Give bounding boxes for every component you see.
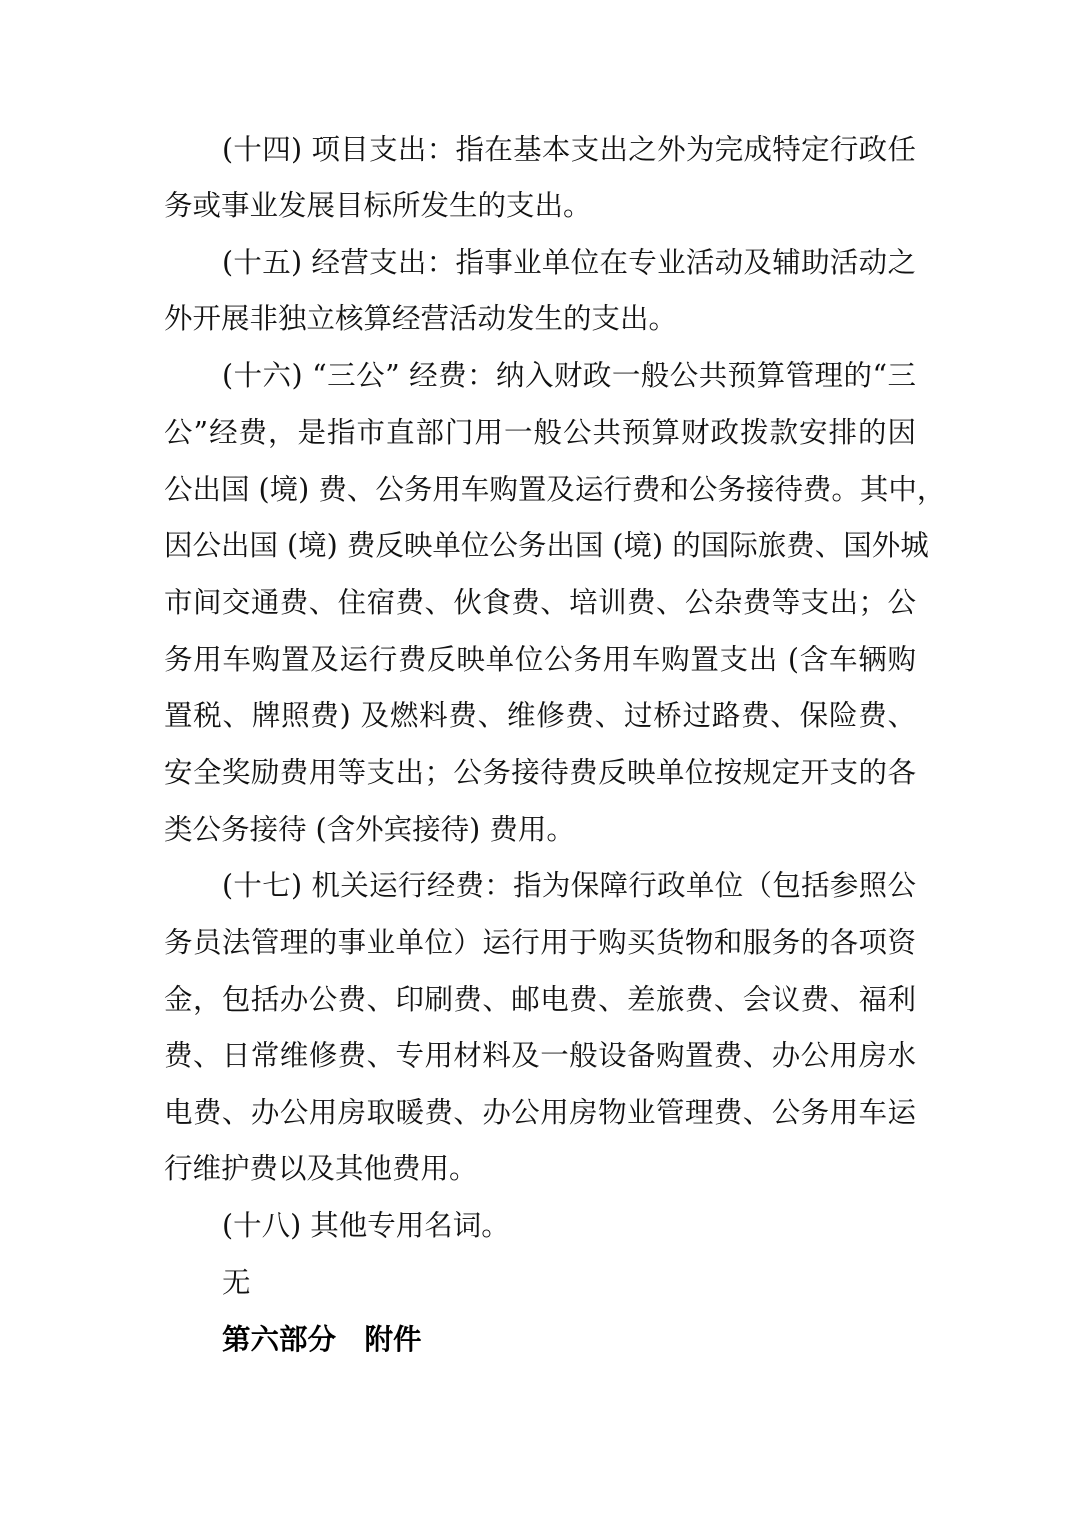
paragraph-17-line-4: 费、日常维修费、专用材料及一般设备购置费、办公用房水 xyxy=(164,1039,916,1072)
paragraph-16-line-8: 安全奖励费用等支出；公务接待费反映单位按规定开支的各 xyxy=(164,756,916,789)
paragraph-14-line-1: (十四) 项目支出：指在基本支出之外为完成特定行政任 xyxy=(222,133,916,166)
paragraph-16-line-6: 务用车购置及运行费反映单位公务用车购置支出 (含车辆购 xyxy=(164,643,916,676)
paragraph-15-line-2: 外开展非独立核算经营活动发生的支出。 xyxy=(164,302,678,335)
paragraph-16-line-2: 公”经费，是指市直部门用一般公共预算财政拨款安排的因 xyxy=(164,416,916,449)
paragraph-17-line-1: (十七) 机关运行经费：指为保障行政单位（包括参照公 xyxy=(222,869,916,902)
paragraph-16-line-1: (十六) “三公” 经费：纳入财政一般公共预算管理的“三 xyxy=(222,359,916,392)
paragraph-17-line-2: 务员法管理的事业单位）运行用于购买货物和服务的各项资 xyxy=(164,926,916,959)
paragraph-16-line-5: 市间交通费、住宿费、伙食费、培训费、公杂费等支出；公 xyxy=(164,586,916,619)
paragraph-17-line-6: 行维护费以及其他费用。 xyxy=(164,1152,478,1185)
paragraph-14-line-2: 务或事业发展目标所发生的支出。 xyxy=(164,189,592,222)
paragraph-15-line-1: (十五) 经营支出：指事业单位在专业活动及辅助活动之 xyxy=(222,246,916,279)
paragraph-17-line-5: 电费、办公用房取暖费、办公用房物业管理费、公务用车运 xyxy=(164,1096,916,1129)
paragraph-none-line-1: 无 xyxy=(222,1266,251,1299)
paragraph-16-line-3: 公出国 (境) 费、公务用车购置及运行费和公务接待费。其中， xyxy=(164,473,946,506)
paragraph-16-line-9: 类公务接待 (含外宾接待) 费用。 xyxy=(164,813,575,846)
paragraph-16-line-7: 置税、牌照费) 及燃料费、维修费、过桥过路费、保险费、 xyxy=(164,699,916,732)
paragraph-16-line-4: 因公出国 (境) 费反映单位公务出国 (境) 的国际旅费、国外城 xyxy=(164,529,929,562)
section-heading: 第六部分 附件 xyxy=(222,1323,422,1356)
paragraph-17-line-3: 金，包括办公费、印刷费、邮电费、差旅费、会议费、福利 xyxy=(164,983,916,1016)
paragraph-18-line-1: (十八) 其他专用名词。 xyxy=(222,1209,510,1242)
